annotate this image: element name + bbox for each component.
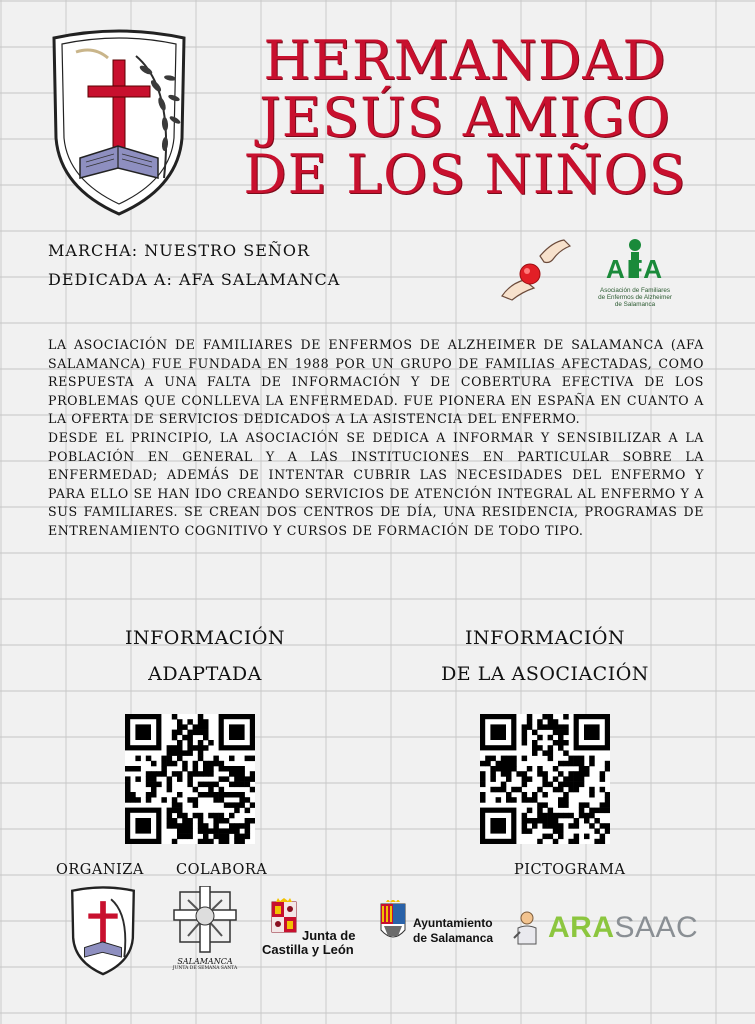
title-line-3: DE LOS NIÑOS xyxy=(243,143,687,206)
qr-finder-pattern xyxy=(128,810,159,841)
helping-hands-icon xyxy=(500,236,572,302)
page-title xyxy=(190,29,740,206)
castilla-leon-shield-icon xyxy=(270,898,298,938)
junta-text-2: Castilla y León xyxy=(262,942,354,957)
ayuntamiento-text-1: Ayuntamiento xyxy=(413,916,493,930)
arasaac-pictogram-icon xyxy=(512,910,542,948)
afa-logo xyxy=(585,238,685,310)
semana-santa-text-1: SALAMANCA xyxy=(177,957,233,966)
qr-right-heading xyxy=(395,620,695,692)
qr-code-asociacion[interactable] xyxy=(480,714,610,844)
hermandad-crest xyxy=(46,28,192,218)
qr-finder-pattern xyxy=(576,717,607,748)
organiza-crest-logo xyxy=(68,886,138,976)
qr-right-heading-line1: INFORMACIÓN xyxy=(464,627,626,649)
body-text xyxy=(48,336,704,541)
title-line-2: JESÚS AMIGO xyxy=(259,86,671,149)
arasaac-logo xyxy=(512,908,702,952)
qr-left-heading xyxy=(80,620,330,692)
qr-code-adaptada[interactable] xyxy=(125,714,255,844)
body-paragraph: DESDE EL PRINCIPIO, LA ASOCIACIÓN SE DEDICA A INFORMAR Y SENSIBILIZAR A LA POBLACIÓN EN GENERAL Y A LAS INSTITUCIONES EN PARTICULAR SOBRE LA ENFERMEDAD; ADEMÁS DE INTENTAR CUBRIR LAS NECESIDADES DEL ENFERMO Y PARA ELLO SE HAN IDO CREANDO SERVICIOS DE ATENCIÓN INTEGRAL AL ENFERMO Y A SUS FAMILIARES. SE CREAN DOS CENTROS DE DÍA, UNA RESIDENCIA, PROGRAMAS DE ENTRENAMIENTO COGNITIVO Y CURSOS DE FORMACIÓN DE TODO TIPO. xyxy=(48,429,704,538)
afa-caption-1: Asociación de Familiares xyxy=(600,287,670,294)
dedicada-text: DEDICADA A: AFA SALAMANCA xyxy=(48,270,341,289)
semana-santa-emblem-icon xyxy=(170,886,240,958)
afa-caption-3: de Salamanca xyxy=(614,301,656,308)
semana-santa-text-2: JUNTA DE SEMANA SANTA xyxy=(172,966,238,971)
title-line-1: HERMANDAD xyxy=(263,29,667,92)
qr-finder-pattern xyxy=(483,717,514,748)
semana-santa-logo xyxy=(170,886,240,978)
ayuntamiento-salamanca-logo xyxy=(378,900,502,950)
arasaac-saac-text: SAAC xyxy=(614,911,699,944)
afa-caption-2: de Enfermos de Alzheimer xyxy=(598,294,672,301)
body-paragraph: LA ASOCIACIÓN DE FAMILIARES DE ENFERMOS DE ALZHEIMER DE SALAMANCA (AFA SALAMANCA) FUE FUNDADA EN 1988 POR UN GRUPO DE FAMILIAS AFECTADAS, COMO RESPUESTA A UNA FALTA DE INFORMACIÓN Y DE COBERTURA EFECTIVA DE LOS PROBLEMAS QUE CONLLEVA LA ENFERMEDAD. FUE PIONERA EN ESPAÑA EN CUANTO A LA OFERTA DE SERVICIOS DEDICADOS A LA ASISTENCIA DEL ENFERMO. xyxy=(48,337,704,427)
marcha-text: MARCHA: NUESTRO SEÑOR xyxy=(48,241,311,260)
colabora-label: COLABORA xyxy=(176,862,268,878)
qr-finder-pattern xyxy=(483,810,514,841)
salamanca-shield-icon xyxy=(378,900,408,946)
qr-left-heading-line1: INFORMACIÓN xyxy=(124,627,286,649)
junta-castilla-leon-logo xyxy=(262,898,370,960)
afa-letters: AFA xyxy=(606,254,664,284)
junta-text-1: Junta de xyxy=(302,928,356,943)
qr-finder-pattern xyxy=(221,717,252,748)
qr-finder-pattern xyxy=(128,717,159,748)
pictograma-label: PICTOGRAMA xyxy=(514,862,626,878)
qr-right-heading-line2: DE LA ASOCIACIÓN xyxy=(441,663,649,685)
organiza-label: ORGANIZA xyxy=(56,862,144,878)
ayuntamiento-text-2: de Salamanca xyxy=(413,931,494,945)
qr-left-heading-line2: ADAPTADA xyxy=(148,663,262,685)
arasaac-ara-text: ARA xyxy=(548,911,615,944)
